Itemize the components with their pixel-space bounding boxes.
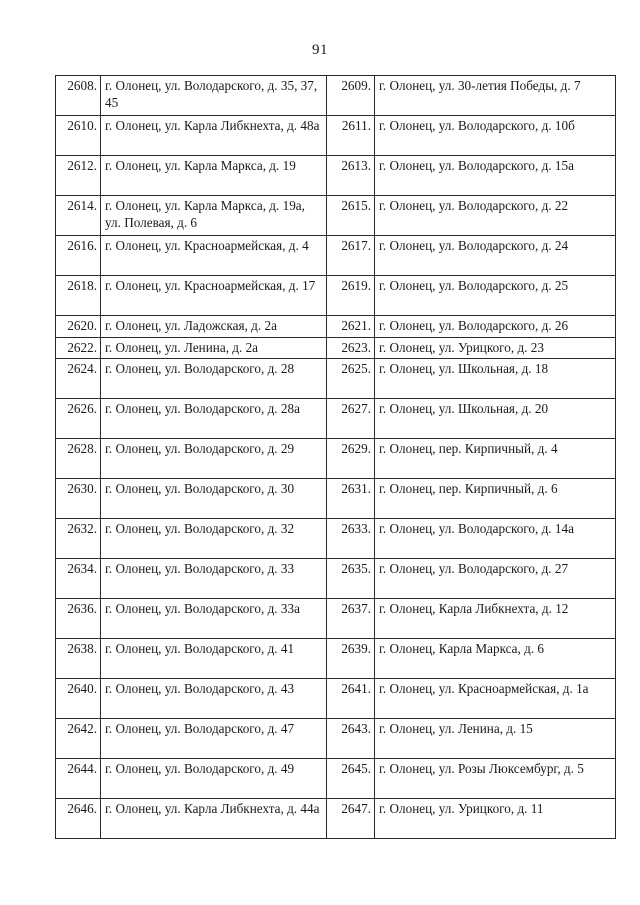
- entry-number: 2634.: [56, 559, 101, 599]
- entry-number: 2626.: [56, 399, 101, 439]
- entry-number: 2608.: [56, 76, 101, 116]
- entry-number: 2615.: [327, 196, 375, 236]
- table-row: [56, 337, 616, 359]
- entry-number: 2642.: [56, 719, 101, 759]
- entry-address: г. Олонец, ул. Володарского, д. 28а: [101, 399, 327, 439]
- table-row: [56, 679, 616, 719]
- table-row: [56, 316, 616, 338]
- entry-number: 2630.: [56, 479, 101, 519]
- table-row: [56, 519, 616, 559]
- table-row: [56, 196, 616, 236]
- entry-address: г. Олонец, ул. Володарского, д. 33: [101, 559, 327, 599]
- entry-address: г. Олонец, ул. Володарского, д. 35, 37, 45: [101, 76, 327, 116]
- entry-number: 2638.: [56, 639, 101, 679]
- entry-address: г. Олонец, ул. Володарского, д. 49: [101, 759, 327, 799]
- table-row: [56, 276, 616, 316]
- entry-address: г. Олонец, ул. Володарского, д. 25: [375, 276, 616, 316]
- table-row: [56, 236, 616, 276]
- entry-address: г. Олонец, ул. Володарского, д. 47: [101, 719, 327, 759]
- entry-address: г. Олонец, ул. Урицкого, д. 11: [375, 799, 616, 839]
- table-row: [56, 359, 616, 399]
- entry-number: 2633.: [327, 519, 375, 559]
- entry-address: г. Олонец, ул. Красноармейская, д. 4: [101, 236, 327, 276]
- entry-address: г. Олонец, ул. Володарского, д. 32: [101, 519, 327, 559]
- entry-number: 2609.: [327, 76, 375, 116]
- entry-address: г. Олонец, ул. Володарского, д. 24: [375, 236, 616, 276]
- entry-number: 2617.: [327, 236, 375, 276]
- entry-number: 2625.: [327, 359, 375, 399]
- table-row: [56, 156, 616, 196]
- entry-address: г. Олонец, ул. Володарского, д. 27: [375, 559, 616, 599]
- entry-address: г. Олонец, ул. Володарского, д. 26: [375, 316, 616, 338]
- table-row: [56, 559, 616, 599]
- entry-number: 2623.: [327, 337, 375, 359]
- table-row: [56, 799, 616, 839]
- table-row: [56, 76, 616, 116]
- entry-number: 2636.: [56, 599, 101, 639]
- table-row: [56, 759, 616, 799]
- entry-address: г. Олонец, ул. Карла Маркса, д. 19а, ул. Полевая, д. 6: [101, 196, 327, 236]
- entry-address: г. Олонец, ул. Карла Либкнехта, д. 44а: [101, 799, 327, 839]
- entry-address: г. Олонец, ул. Школьная, д. 20: [375, 399, 616, 439]
- entry-number: 2639.: [327, 639, 375, 679]
- entry-address: г. Олонец, ул. Карла Маркса, д. 19: [101, 156, 327, 196]
- entry-address: г. Олонец, ул. Володарского, д. 30: [101, 479, 327, 519]
- entry-number: 2640.: [56, 679, 101, 719]
- entry-number: 2618.: [56, 276, 101, 316]
- entry-address: г. Олонец, ул. Володарского, д. 15а: [375, 156, 616, 196]
- entry-address: г. Олонец, ул. Ладожская, д. 2а: [101, 316, 327, 338]
- entry-number: 2622.: [56, 337, 101, 359]
- entry-address: г. Олонец, ул. Володарского, д. 28: [101, 359, 327, 399]
- entry-number: 2614.: [56, 196, 101, 236]
- address-table-body: [56, 76, 616, 839]
- entry-number: 2645.: [327, 759, 375, 799]
- entry-number: 2628.: [56, 439, 101, 479]
- entry-number: 2613.: [327, 156, 375, 196]
- entry-number: 2627.: [327, 399, 375, 439]
- entry-address: г. Олонец, ул. Володарского, д. 29: [101, 439, 327, 479]
- page-number: 91: [312, 42, 328, 58]
- entry-address: г. Олонец, ул. Володарского, д. 22: [375, 196, 616, 236]
- entry-number: 2621.: [327, 316, 375, 338]
- entry-number: 2637.: [327, 599, 375, 639]
- entry-address: г. Олонец, пер. Кирпичный, д. 4: [375, 439, 616, 479]
- entry-number: 2612.: [56, 156, 101, 196]
- entry-address: г. Олонец, ул. 30-летия Победы, д. 7: [375, 76, 616, 116]
- table-row: [56, 399, 616, 439]
- entry-address: г. Олонец, ул. Школьная, д. 18: [375, 359, 616, 399]
- entry-number: 2646.: [56, 799, 101, 839]
- entry-number: 2616.: [56, 236, 101, 276]
- entry-address: г. Олонец, ул. Ленина, д. 2а: [101, 337, 327, 359]
- entry-number: 2629.: [327, 439, 375, 479]
- table-row: [56, 479, 616, 519]
- entry-address: г. Олонец, Карла Либкнехта, д. 12: [375, 599, 616, 639]
- table-row: [56, 639, 616, 679]
- table-row: [56, 116, 616, 156]
- entry-number: 2610.: [56, 116, 101, 156]
- entry-address: г. Олонец, ул. Володарского, д. 14а: [375, 519, 616, 559]
- entry-number: 2635.: [327, 559, 375, 599]
- entry-address: г. Олонец, ул. Карла Либкнехта, д. 48а: [101, 116, 327, 156]
- table-row: [56, 719, 616, 759]
- table-row: [56, 439, 616, 479]
- table-row: [56, 599, 616, 639]
- entry-number: 2641.: [327, 679, 375, 719]
- entry-address: г. Олонец, ул. Урицкого, д. 23: [375, 337, 616, 359]
- entry-address: г. Олонец, ул. Ленина, д. 15: [375, 719, 616, 759]
- entry-number: 2644.: [56, 759, 101, 799]
- entry-number: 2631.: [327, 479, 375, 519]
- entry-number: 2611.: [327, 116, 375, 156]
- entry-number: 2624.: [56, 359, 101, 399]
- entry-address: г. Олонец, Карла Маркса, д. 6: [375, 639, 616, 679]
- entry-number: 2632.: [56, 519, 101, 559]
- entry-address: г. Олонец, ул. Володарского, д. 43: [101, 679, 327, 719]
- entry-address: г. Олонец, пер. Кирпичный, д. 6: [375, 479, 616, 519]
- entry-number: 2620.: [56, 316, 101, 338]
- entry-address: г. Олонец, ул. Володарского, д. 41: [101, 639, 327, 679]
- address-table: [55, 75, 616, 839]
- entry-address: г. Олонец, ул. Красноармейская, д. 17: [101, 276, 327, 316]
- entry-number: 2647.: [327, 799, 375, 839]
- entry-address: г. Олонец, ул. Володарского, д. 33а: [101, 599, 327, 639]
- entry-address: г. Олонец, ул. Красноармейская, д. 1а: [375, 679, 616, 719]
- entry-number: 2643.: [327, 719, 375, 759]
- entry-address: г. Олонец, ул. Володарского, д. 10б: [375, 116, 616, 156]
- entry-address: г. Олонец, ул. Розы Люксембург, д. 5: [375, 759, 616, 799]
- entry-number: 2619.: [327, 276, 375, 316]
